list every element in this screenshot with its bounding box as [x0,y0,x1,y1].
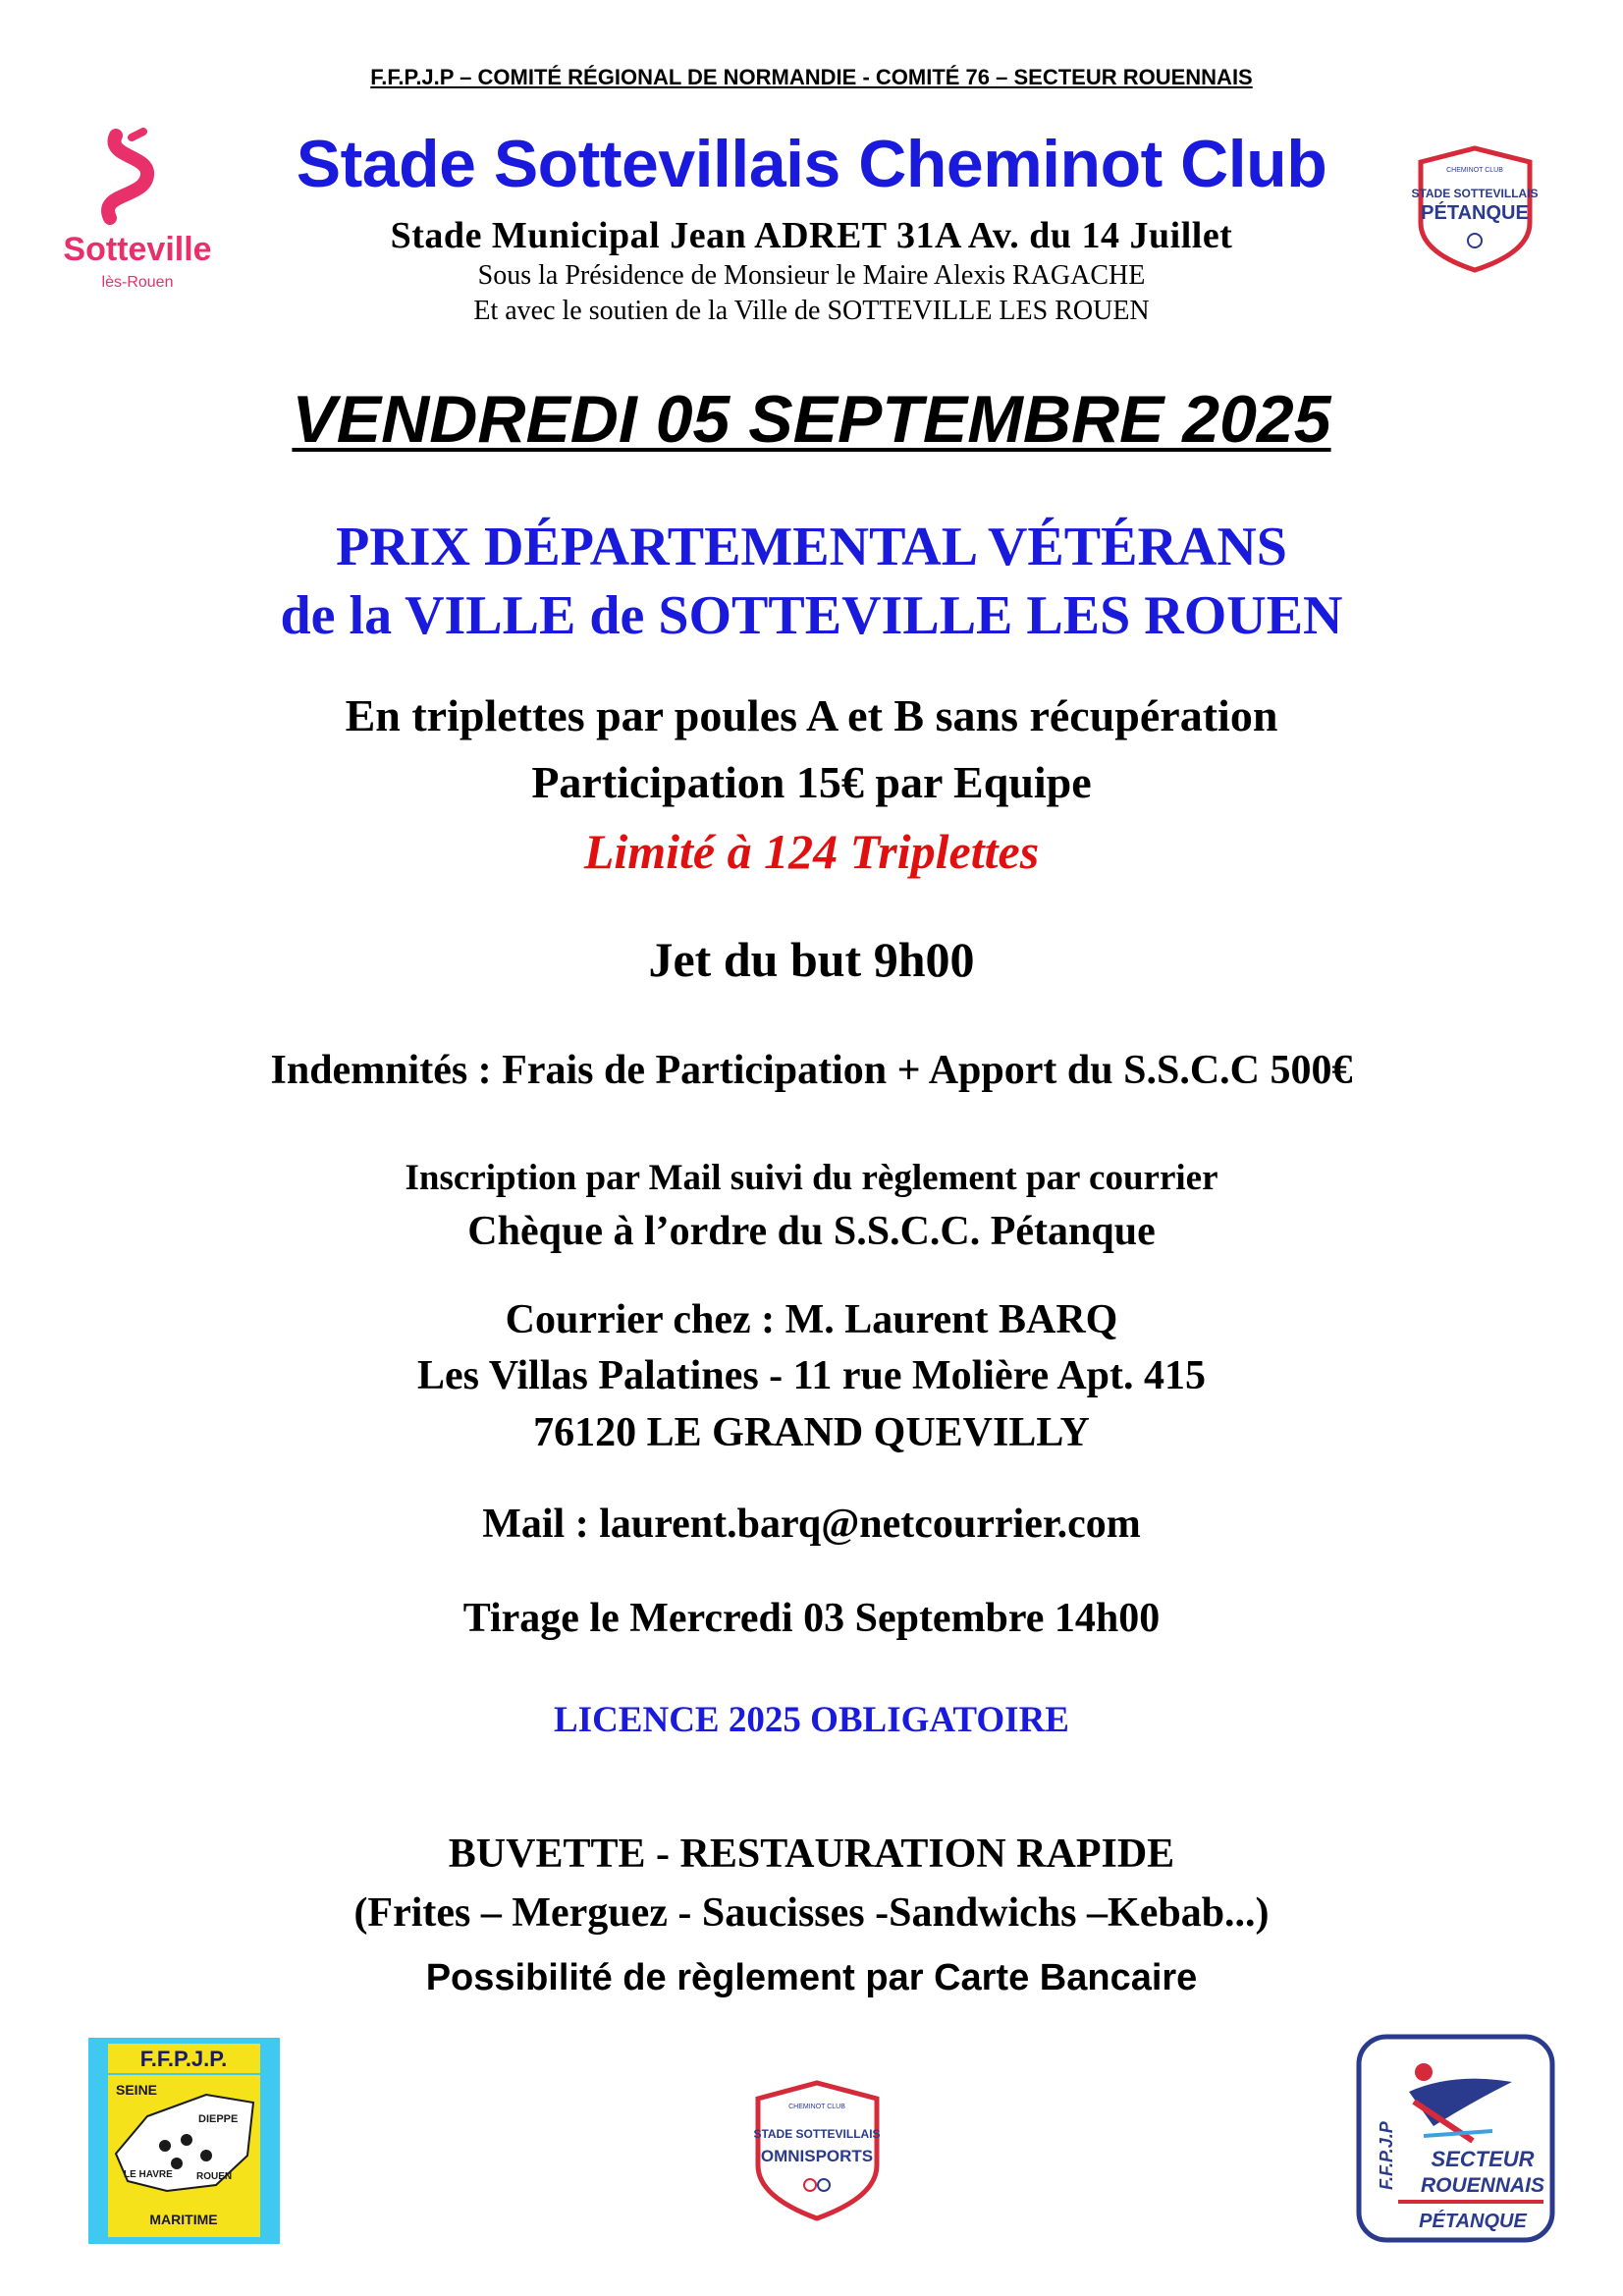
limite-line: Limité à 124 Triplettes [583,824,1040,879]
format-line: En triplettes par poules A et B sans récupération [345,690,1278,740]
tirage-line: Tirage le Mercredi 03 Septembre 14h00 [462,1596,1161,1641]
ffpjp-dieppe: DIEPPE [198,2113,239,2125]
secteur-line1: SECTEUR [1431,2147,1535,2171]
cheque-line: Chèque à l’ordre du S.S.C.C. Pétanque [467,1209,1156,1254]
ssc-top-line2: PÉTANQUE [1421,202,1529,224]
ffpjp-seine: SEINE [116,2082,158,2098]
ffpjp-havre: LE HAVRE [124,2169,173,2180]
ffpjp-maritime: MARITIME [149,2212,218,2227]
soutien-line: Et avec le soutien de la Ville de SOTTEVILLE LES ROUEN [473,296,1150,326]
ssc-top-line1: STADE SOTTEVILLAIS [1411,187,1539,200]
courrier-line: Courrier chez : M. Laurent BARQ [505,1297,1118,1342]
inscription-mode: Inscription par Mail suivi du règlement par courrier [405,1158,1218,1198]
buvette-title: BUVETTE - RESTAURATION RAPIDE [448,1831,1175,1877]
payment-line: Possibilité de règlement par Carte Bancaire [425,1957,1198,1998]
ffpjp-rouen: ROUEN [196,2171,233,2182]
secteur-line2: ROUENNAIS [1420,2174,1545,2197]
buvette-items: (Frites – Merguez - Saucisses -Sandwichs –Kebab...) [353,1890,1270,1936]
city-line: 76120 LE GRAND QUEVILLY [533,1410,1090,1455]
prix-title-line2: de la VILLE de SOTTEVILLE LES ROUEN [280,585,1343,646]
omni-small: CHEMINOT CLUB [788,2104,845,2110]
omni-line2: OMNISPORTS [760,2147,874,2165]
federation-header: F.F.P.J.P – COMITÉ RÉGIONAL DE NORMANDIE - COMITÉ 76 – SECTEUR ROUENNAIS [370,65,1253,89]
club-title: Stade Sottevillais Cheminot Club [296,127,1327,201]
ffpjp-title: F.F.P.J.P. [139,2047,228,2071]
jet-du-but: Jet du but 9h00 [648,932,975,987]
sotteville-logo [59,128,216,314]
ssc-omnisports-logo [746,2077,889,2224]
secteur-rouennais-logo [1355,2033,1556,2244]
sotteville-logo-sub: lès-Rouen [101,274,174,291]
event-date-text: VENDREDI 05 SEPTEMBRE 2025 [292,382,1331,457]
stadium-address: Stade Municipal Jean ADRET 31A Av. du 14 Juillet [390,215,1233,256]
sotteville-logo-name: Sotteville [63,231,212,268]
mail-line: Mail : laurent.barq@netcourrier.com [482,1502,1141,1547]
indemnites-line: Indemnités : Frais de Participation + Apport du S.S.C.C 500€ [270,1048,1353,1093]
ffpjp-seine-maritime-logo [88,2038,280,2244]
ssc-petanque-logo [1409,142,1542,275]
address-line: Les Villas Palatines - 11 rue Molière Apt. 415 [416,1353,1206,1398]
event-date [0,381,1623,458]
secteur-side: F.F.P.J.P [1377,2121,1396,2190]
participation-line: Participation 15€ par Equipe [531,757,1092,807]
ssc-top-small: CHEMINOT CLUB [1446,167,1503,174]
prix-title-line1: PRIX DÉPARTEMENTAL VÉTÉRANS [336,517,1287,577]
presidence-line: Sous la Présidence de Monsieur le Maire Alexis RAGACHE [477,260,1146,291]
omni-line1: STADE SOTTEVILLAIS [753,2127,881,2141]
secteur-line3: PÉTANQUE [1419,2211,1527,2232]
licence-line: LICENCE 2025 OBLIGATOIRE [554,1700,1069,1740]
